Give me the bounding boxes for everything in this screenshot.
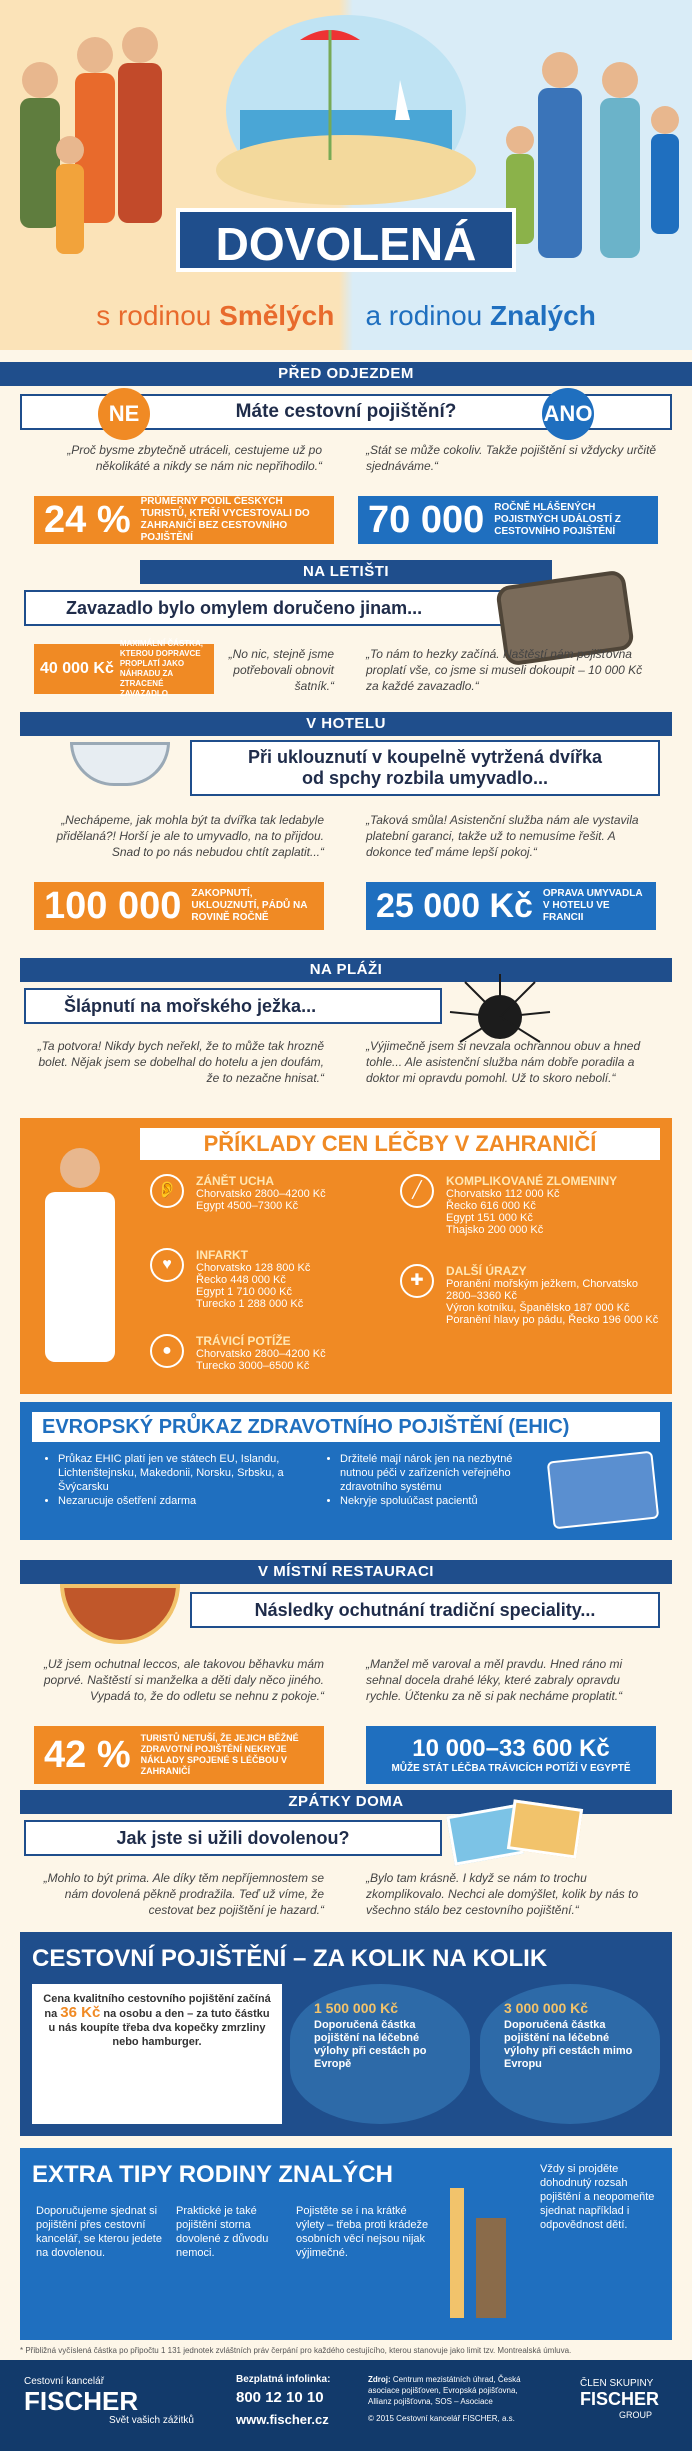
question-line-1: Při uklouznutí v koupelně vytržená dvířka bbox=[247, 747, 603, 767]
stat-text: PRŮMĚRNÝ PODÍL ČESKÝCH TURISTŮ, KTEŘÍ VYCESTOVALI DO ZAHRANIČÍ BEZ CESTOVNÍHO POJIŠTĚNÍ bbox=[140, 496, 310, 543]
stat-10000-33600 bbox=[366, 1726, 656, 1784]
subtitle-mid: a rodinou bbox=[365, 300, 490, 331]
price-line: Egypt 1 710 000 Kč bbox=[196, 1286, 293, 1298]
doctor-illustration bbox=[40, 1148, 120, 1368]
stat-number: 100 000 bbox=[44, 884, 182, 927]
stat-100000 bbox=[34, 882, 324, 930]
cost-title: CESTOVNÍ POJIŠTĚNÍ – ZA KOLIK NA KOLIK bbox=[32, 1945, 548, 1972]
price-line: Poranění mořským ježkem, Chorvatsko 2800–3360 Kč bbox=[446, 1278, 638, 1302]
stat-text: TURISTŮ NETUŠÍ, ŽE JEJICH BĚŽNÉ ZDRAVOTNÍ POJIŠTĚNÍ NEKRYJE NÁKLADY SPOJENÉ S LÉČBOU V ZAHRANIČÍ bbox=[140, 1733, 299, 1776]
member-label: ČLEN SKUPINY bbox=[580, 2378, 654, 2389]
subtitle-right-name: Znalých bbox=[490, 300, 596, 331]
quote-smeli: „No nic, stejně jsme potřebovali obnovit šatník.“ bbox=[228, 647, 334, 693]
price-line: Turecko 1 288 000 Kč bbox=[196, 1298, 304, 1310]
postcards-icon bbox=[440, 1800, 590, 1870]
cost-panel bbox=[20, 1932, 672, 2136]
footer-contact bbox=[236, 2374, 356, 2427]
section-restaurant bbox=[0, 1560, 692, 1790]
cost-mid-amount: 1 500 000 Kč bbox=[314, 2000, 399, 2016]
cost-left-box bbox=[32, 1984, 282, 2124]
footer-group bbox=[580, 2378, 680, 2420]
price-item-name: TRÁVICÍ POTÍŽE bbox=[196, 1334, 291, 1348]
section-heading: PŘED ODJEZDEM bbox=[0, 362, 692, 386]
stat-text: MŮŽE STÁT LÉČBA TRÁVICÍCH POTÍŽÍ V EGYPTĚ bbox=[391, 1763, 631, 1774]
price-line: Řecko 448 000 Kč bbox=[196, 1274, 286, 1286]
sink-icon bbox=[70, 742, 170, 786]
treatment-prices-panel bbox=[20, 1118, 672, 1394]
first-aid-icon: ✚ bbox=[400, 1264, 434, 1298]
quote-znali: „Manžel mě varoval a měl pravdu. Hned ráno mi sehnal docela drahé léky, které zabraly opravdu rychle. Účtenku za ně si pak necháme proplatit.“ bbox=[366, 1657, 623, 1703]
stat-number: 70 000 bbox=[368, 498, 485, 541]
price-line: Chorvatsko 2800–4200 Kč bbox=[196, 1188, 326, 1200]
section-question: Šlápnutí na mořského ježka... bbox=[24, 988, 442, 1024]
cost-right-text: Doporučená částka pojištění na léčebné výlohy při cestách mimo Evropu bbox=[504, 2019, 633, 2070]
hotline-label: Bezplatná infolinka: bbox=[236, 2374, 331, 2385]
quote-smeli: „Už jsem ochutnal leccos, ale takovou běhavku mám poprvé. Naštěstí si manželka a děti daly něco jiného. Vypadá to, že do odletu se nehnu z pokoje.“ bbox=[43, 1657, 324, 1703]
crutch-icon: ╱ bbox=[400, 1174, 434, 1208]
quote-smeli: „Mohlo to být prima. Ale díky těm nepříjemnostem se nám dovolená pěkně prodražila. Teď už víme, že cestovat bez pojištění je hazard.“ bbox=[43, 1871, 324, 1917]
price-item-stomach bbox=[150, 1334, 380, 1372]
footer-sources bbox=[368, 2374, 528, 2424]
tips-panel bbox=[20, 2148, 672, 2340]
stomach-icon: ● bbox=[150, 1334, 184, 1368]
section-question: Zavazadlo bylo omylem doručeno jinam... bbox=[24, 590, 542, 626]
section-heading: ZPÁTKY DOMA bbox=[20, 1790, 672, 1814]
brand-tagline: Svět vašich zážitků bbox=[108, 2415, 194, 2426]
section-beach bbox=[0, 958, 692, 1118]
price-item-name: DALŠÍ ÚRAZY bbox=[446, 1264, 527, 1278]
website-link[interactable]: www.fischer.cz bbox=[236, 2412, 329, 2427]
price-line: Poranění hlavy po pádu, Řecko 196 000 Kč bbox=[446, 1314, 659, 1326]
price-line: Egypt 151 000 Kč bbox=[446, 1212, 533, 1224]
section-heading: V HOTELU bbox=[20, 712, 672, 736]
ehic-point: • Průkaz EHIC platí jen ve státech EU, Islandu, Lichtenštejnsku, Makedonii, Norsku, Srbsku, a Švýcarsku bbox=[58, 1452, 314, 1494]
section-heading: NA LETIŠTI bbox=[140, 560, 552, 584]
price-line: Výron kotníku, Španělsko 187 000 Kč bbox=[446, 1302, 630, 1314]
price-line: Řecko 616 000 Kč bbox=[446, 1200, 536, 1212]
stat-number: 24 % bbox=[44, 498, 131, 541]
cost-left-pre: Cena kvalitního cestovního pojištění začíná na bbox=[43, 1993, 271, 2020]
stat-text: OPRAVA UMYVADLA V HOTELU VE FRANCII bbox=[542, 888, 643, 923]
stat-24-percent bbox=[34, 496, 334, 544]
stat-number: 25 000 Kč bbox=[376, 886, 533, 925]
quote-smeli: „Nechápeme, jak mohla být ta dvířka tak ledabyle přidělaná?! Horší je ale to umyvadlo, na to přijdou. Snad to po nás nebudou chtít zaplatit...“ bbox=[56, 813, 324, 859]
cost-mid-box bbox=[290, 1984, 470, 2124]
ehic-panel bbox=[20, 1402, 672, 1540]
section-question: Jak jste si užili dovolenou? bbox=[24, 1820, 442, 1856]
ehic-point: • Nezarucuje ošetření zdarma bbox=[58, 1494, 314, 1508]
price-item-name: KOMPLIKOVANÉ ZLOMENINY bbox=[446, 1174, 618, 1188]
price-item-fracture bbox=[400, 1174, 660, 1236]
landmarks-illustration bbox=[440, 2178, 530, 2328]
section-back-home bbox=[0, 1790, 692, 1930]
price-line: Turecko 3000–6500 Kč bbox=[196, 1360, 310, 1372]
stat-40000 bbox=[34, 639, 214, 698]
price-line: Chorvatsko 112 000 Kč bbox=[446, 1188, 560, 1200]
heart-icon: ♥ bbox=[150, 1248, 184, 1282]
stat-number: 10 000–33 600 Kč bbox=[412, 1735, 610, 1762]
section-question: Následky ochutnání tradiční speciality... bbox=[190, 1592, 660, 1628]
cost-left-price: 36 Kč bbox=[60, 2004, 101, 2021]
hero bbox=[0, 0, 692, 350]
tip-3: Pojistěte se i na krátké výlety – třeba proti krádeže osobních věcí nejsou nijak výjimečné. bbox=[296, 2205, 429, 2259]
stat-text: ROČNĚ HLÁŠENÝCH POJISTNÝCH UDÁLOSTÍ Z CESTOVNÍHO POJIŠTĚNÍ bbox=[494, 502, 621, 537]
price-line: Chorvatsko 2800–4200 Kč bbox=[196, 1348, 326, 1360]
ehic-point: • Držitelé mají nárok jen na nezbytné nutnou péči v zařízeních veřejného zdravotního systému bbox=[340, 1452, 536, 1494]
sources-text: Centrum mezistátních úhrad, Česká asociace pojišťoven, Evropská pojišťovna, Allianz pojišťovna, SOS – Asociace bbox=[368, 2375, 521, 2406]
price-line: Thajsko 200 000 Kč bbox=[446, 1224, 544, 1236]
price-item-ear bbox=[150, 1174, 380, 1212]
footer-brand bbox=[24, 2376, 194, 2426]
section-question: Máte cestovní pojištění? bbox=[20, 394, 672, 430]
stat-70000 bbox=[358, 496, 658, 544]
quote-znali: „Bylo tam krásně. I když se nám to trochu zkomplikovalo. Nechci ale domýšlet, kolik by nás to všechno stálo bez cestovního pojištění.“ bbox=[366, 1871, 639, 1917]
hero-title: DOVOLENÁ bbox=[176, 208, 516, 272]
food-icon bbox=[60, 1584, 180, 1644]
ehic-card-icon bbox=[547, 1451, 660, 1530]
section-airport bbox=[0, 560, 692, 710]
group-name: FISCHER bbox=[580, 2389, 660, 2409]
brand-name: FISCHER bbox=[24, 2386, 139, 2416]
group-sub: GROUP bbox=[618, 2410, 652, 2420]
prices-title: PŘÍKLADY CEN LÉČBY V ZAHRANIČÍ bbox=[140, 1128, 660, 1160]
section-hotel bbox=[0, 712, 692, 952]
stat-text: MAXIMÁLNÍ ČÁSTKA, KTEROU DOPRAVCE PROPLATÍ JAKO NÁHRADU ZA ZTRACENÉ ZAVAZADLO bbox=[119, 639, 203, 698]
stat-number: 42 % bbox=[44, 1733, 131, 1776]
quote-znali: „Taková smůla! Asistenční služba nám ale vystavila platební garanci, takže už to nemusíme řešit. A dokonce teď máme lepší pokoj.“ bbox=[366, 813, 639, 859]
section-before-departure bbox=[0, 362, 692, 592]
price-line: Egypt 4500–7300 Kč bbox=[196, 1200, 299, 1212]
footnote: * Přibližná vyčíslená částka po připočtu 1 131 jednotek zvláštních práv čerpání pro každého cestujícího, kterou stanovuje jako limit tzv. Montrealská úmluva. bbox=[20, 2346, 572, 2355]
cost-mid-text: Doporučená částka pojištění na léčebné výlohy při cestách po Evropě bbox=[314, 2019, 427, 2070]
stat-25000 bbox=[366, 882, 656, 930]
ehic-point: • Nekryje spoluúčast pacientů bbox=[340, 1494, 536, 1508]
subtitle-left-prefix: s rodinou bbox=[96, 300, 220, 331]
cost-right-amount: 3 000 000 Kč bbox=[504, 2000, 589, 2016]
ehic-right-list bbox=[326, 1452, 536, 1508]
tips-title: EXTRA TIPY RODINY ZNALÝCH bbox=[32, 2161, 393, 2188]
quote-znali: „Výjimečně jsem si nevzala ochrannou obuv a hned tohle... Ale asistenční služba nám dobře poradila a doktor mi opravdu pomohl. Už to skoro nebolí.“ bbox=[366, 1039, 641, 1085]
ear-icon: 👂 bbox=[150, 1174, 184, 1208]
quote-znali: „Stát se může cokoliv. Takže pojištění si vždycky určitě sjednáváme.“ bbox=[366, 443, 657, 473]
quote-smeli: „Ta potvora! Nikdy bych neřekl, že to může tak hrozně bolet. Nějak jsem se dobelhal do hotelu a jen doufám, že to nezačne hnisat.“ bbox=[37, 1039, 324, 1085]
beach-illustration bbox=[0, 0, 692, 350]
section-question bbox=[190, 740, 660, 796]
quote-znali: „To nám to hezky začíná. Naštěstí nám pojišťovna proplatí vše, co jsme si museli dokoupit – 10 000 Kč za každé zavazadlo.“ bbox=[366, 647, 643, 693]
price-item-heart bbox=[150, 1248, 380, 1310]
price-item-other bbox=[400, 1264, 660, 1326]
cost-right-box bbox=[480, 1984, 660, 2124]
stat-42-percent bbox=[34, 1726, 324, 1784]
no-badge: NE bbox=[98, 388, 150, 440]
question-line-2: od spchy rozbila umyvadlo... bbox=[301, 768, 549, 788]
hotline-number[interactable]: 800 12 10 10 bbox=[236, 2389, 324, 2406]
tip-4: Vždy si projděte dohodnutý rozsah pojištění a neopomeňte sjednat například i odpovědnost dětí. bbox=[540, 2163, 655, 2231]
subtitle-left-name: Smělých bbox=[219, 300, 335, 331]
section-heading: NA PLÁŽI bbox=[20, 958, 672, 982]
brand-top: Cestovní kancelář bbox=[24, 2376, 105, 2387]
tip-2: Praktické je také pojištění storna dovolené z důvodu nemoci. bbox=[176, 2205, 269, 2259]
footer bbox=[0, 2360, 692, 2451]
cost-left-post: na osobu a den – za tuto částku u nás koupíte třeba dva kopečky zmrzliny nebo hamburger. bbox=[48, 2008, 270, 2048]
yes-badge: ANO bbox=[542, 388, 594, 440]
hero-subtitle bbox=[0, 300, 692, 332]
price-item-name: ZÁNĚT UCHA bbox=[196, 1174, 274, 1188]
section-heading: V MÍSTNÍ RESTAURACI bbox=[20, 1560, 672, 1584]
copyright: © 2015 Cestovní kancelář FISCHER, a.s. bbox=[368, 2414, 515, 2423]
tip-1: Doporučujeme sjednat si pojištění přes cestovní kancelář, se kterou jedete na dovolenou. bbox=[36, 2205, 162, 2259]
sources-label: Zdroj: bbox=[368, 2375, 391, 2384]
stat-number: 40 000 Kč bbox=[40, 660, 114, 677]
stat-text: ZAKOPNUTÍ, UKLOUZNUTÍ, PÁDŮ NA ROVINĚ ROČNĚ bbox=[191, 888, 308, 923]
ehic-left-list bbox=[44, 1452, 314, 1508]
price-line: Chorvatsko 128 800 Kč bbox=[196, 1262, 311, 1274]
ehic-title: EVROPSKÝ PRŮKAZ ZDRAVOTNÍHO POJIŠTĚNÍ (EHIC) bbox=[32, 1412, 660, 1442]
quote-smeli: „Proč bysme zbytečně utráceli, cestujeme už po několikáté a nikdy se nám nic nepřihodilo.“ bbox=[67, 443, 322, 473]
price-item-name: INFARKT bbox=[196, 1248, 248, 1262]
